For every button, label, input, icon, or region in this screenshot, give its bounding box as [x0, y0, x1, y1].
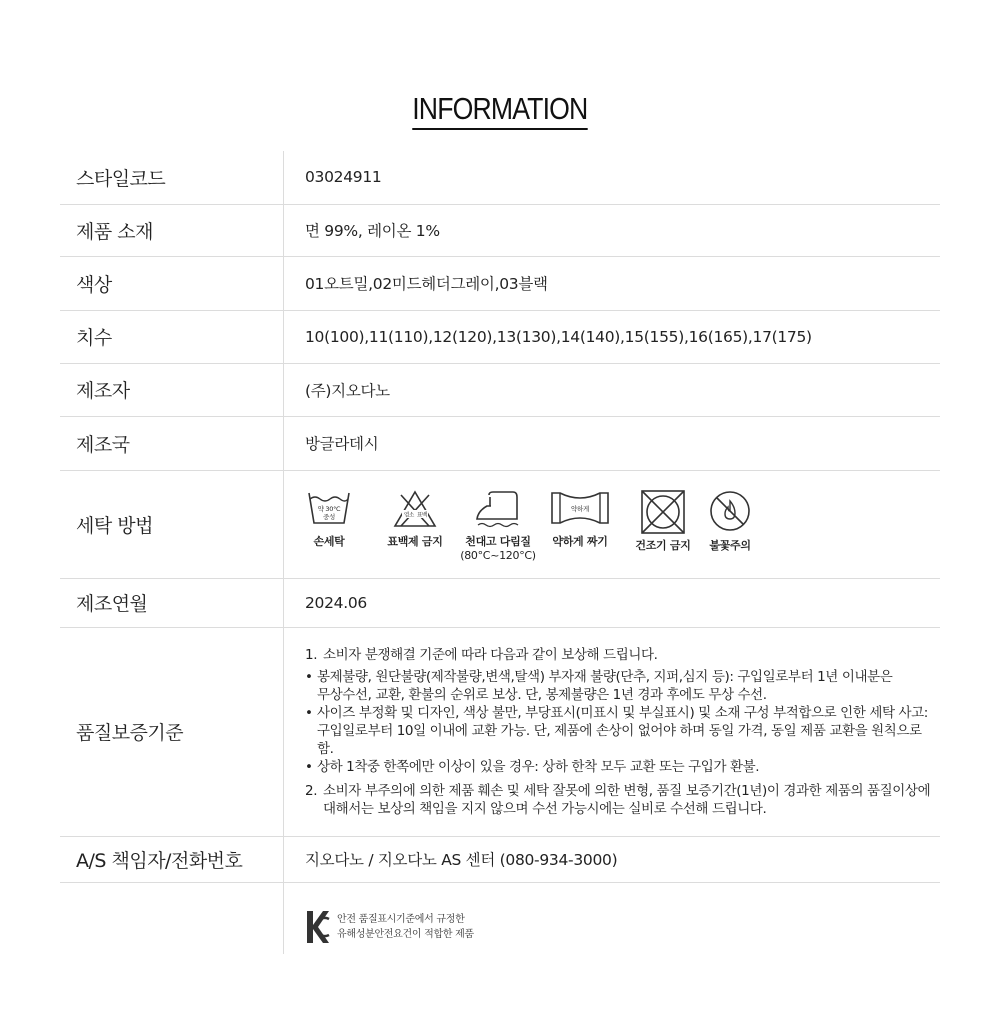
row-value: 03024911: [284, 151, 941, 204]
table-row: [60, 256, 940, 310]
care-cell: [284, 470, 941, 578]
quality-item-text: [323, 782, 930, 818]
bullet-line: 무상수선, 교환, 환불의 순위로 보상. 단, 봉제불량은 1년 경과 후에도 무상 수선.: [317, 686, 767, 703]
table-row: [60, 882, 940, 954]
gentle-wring-icon: [550, 489, 610, 529]
page-title: INFORMATION: [412, 92, 587, 130]
kc-mark: [305, 883, 940, 953]
table-row: [60, 310, 940, 363]
row-label: 스타일코드: [60, 151, 284, 204]
row-label: 제품 소재: [60, 204, 284, 256]
care-inner-text: 표백: [416, 512, 428, 519]
list-item: • 사이즈 부정확 및 디자인, 색상 불만, 부당표시(미표시 및 부실표시) 및 소재 구성 부적합으로 인한 세탁 사고: 구입일로부터 10일 이내에 교환 가능. 단, 제품에 손상이 없어야 하며 동일 가격, 동일 제품 교환을 원칙으로 함.: [305, 704, 932, 758]
iron-icon: [473, 489, 523, 529]
bullet-text: [317, 704, 932, 758]
list-item: • 봉제불량, 원단불량(제작불량,변색,탈색) 부자재 불량(단추, 지퍼,심지 등): 구입일로부터 1년 이내분은 무상수선, 교환, 환불의 순위로 보상. 단, 봉제불량은 1년 경과 후에도 무상 수선.: [305, 668, 893, 703]
care-inner-text: 중성: [323, 513, 335, 521]
product-info-table: [60, 151, 940, 954]
row-value: 방글라데시: [284, 416, 941, 470]
kc-line: 유해성분안전요건이 적합한 제품: [337, 928, 474, 940]
row-label: 제조자: [60, 363, 284, 416]
care-caption: 약하게 짜기: [552, 535, 608, 548]
care-item: [372, 489, 458, 549]
row-label: 세탁 방법: [60, 470, 284, 578]
quality-line: 소비자 부주의에 의한 제품 훼손 및 세탁 잘못에 의한 변형, 품질 보증기간(1년)이 경과한 제품의 품질이상에: [323, 782, 931, 799]
no-bleach-icon: [392, 489, 438, 529]
care-inner-text: 약 30°C: [317, 505, 341, 513]
care-caption: 불꽃주의: [709, 539, 751, 552]
table-row: [60, 416, 940, 470]
row-label-empty: [60, 882, 284, 954]
row-label: 치수: [60, 310, 284, 363]
row-value: 2024.06: [284, 578, 941, 627]
care-caption: 손세탁: [313, 535, 345, 548]
bullet-line: 구입일로부터 10일 이내에 교환 가능. 단, 제품에 손상이 없어야 하며 동일 가격, 동일 제품 교환을 원칙으로 함.: [317, 722, 922, 757]
quality-bullets: [305, 668, 932, 776]
row-value: 면 99%, 레이온 1%: [284, 204, 941, 256]
care-inner-text: 염소: [403, 512, 415, 519]
care-item: [542, 489, 618, 549]
quality-cell: [284, 627, 941, 836]
quality-item-text: 소비자 분쟁해결 기준에 따라 다음과 같이 보상해 드립니다.: [323, 646, 658, 663]
fire-caution-icon: [708, 489, 752, 533]
bullet-text: [317, 668, 892, 704]
row-value: 10(100),11(110),12(120),13(130),14(140),15(155),16(165),17(175): [284, 310, 941, 363]
quality-item-number: 1.: [305, 646, 318, 663]
bullet-line: 봉제불량, 원단불량(제작불량,변색,탈색) 부자재 불량(단추, 지퍼,심지 등): 구입일로부터 1년 이내분은: [317, 668, 893, 685]
bullet-line: 상하 1착중 한쪽에만 이상이 있을 경우: 상하 한착 모두 교환 또는 구입가 환불.: [317, 758, 760, 775]
table-row: [60, 836, 940, 882]
quality-item-number: 2.: [305, 782, 318, 799]
care-item: [700, 489, 760, 553]
care-caption: 천대고 다림질: [465, 535, 531, 548]
care-icons: [298, 479, 940, 569]
row-value: 지오다노 / 지오다노 AS 센터 (080-934-3000): [284, 836, 941, 882]
page-title-wrap: [0, 92, 1000, 130]
table-row: [60, 204, 940, 256]
no-tumble-dry-icon: [640, 489, 686, 535]
care-item: [458, 489, 538, 563]
row-value: (주)지오다노: [284, 363, 941, 416]
kc-cell: [284, 882, 941, 954]
care-item: [298, 489, 360, 549]
table-row: [60, 151, 940, 204]
quality-item: [305, 782, 932, 818]
row-label: 제조국: [60, 416, 284, 470]
quality-line: 대해서는 보상의 책임을 지지 않으며 수선 가능시에는 실비로 수선해 드립니다.: [323, 800, 767, 817]
bullet-line: 사이즈 부정확 및 디자인, 색상 불만, 부당표시(미표시 및 부실표시) 및 소재 구성 부적합으로 인한 세탁 사고:: [317, 704, 928, 721]
care-item: [626, 489, 700, 553]
row-label: A/S 책임자/전화번호: [60, 836, 284, 882]
table-row: [60, 627, 940, 836]
kc-text: [337, 912, 474, 942]
list-item: • 상하 1착중 한쪽에만 이상이 있을 경우: 상하 한착 모두 교환 또는 구입가 환불.: [305, 758, 760, 775]
row-label: 제조연월: [60, 578, 284, 627]
care-caption: 표백제 금지: [387, 535, 443, 548]
table-row: [60, 363, 940, 416]
quality-guarantee: [305, 628, 940, 836]
table-row: [60, 578, 940, 627]
kc-line: 안전 품질표시기준에서 규정한: [337, 913, 465, 925]
hand-wash-icon: [306, 489, 352, 529]
table-row: [60, 470, 940, 578]
row-value: 01오트밀,02미드헤더그레이,03블랙: [284, 256, 941, 310]
row-label: 품질보증기준: [60, 627, 284, 836]
quality-item: [305, 646, 932, 664]
row-label: 색상: [60, 256, 284, 310]
care-caption: 건조기 금지: [635, 539, 691, 552]
care-caption-temp: (80°C~120°C): [460, 549, 536, 562]
kc-certification-icon: [305, 909, 331, 945]
care-inner-text: 약하게: [571, 505, 589, 513]
